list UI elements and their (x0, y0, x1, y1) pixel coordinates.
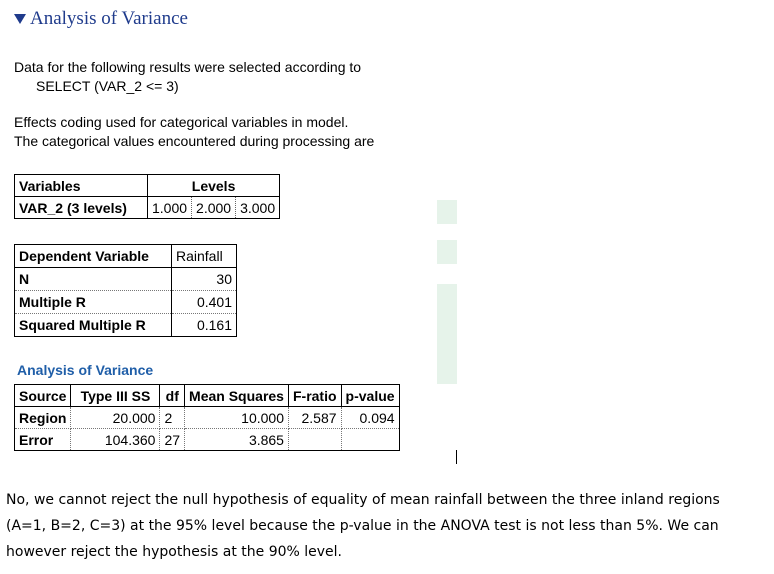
collapse-triangle-icon[interactable] (14, 14, 26, 24)
cell-f (288, 429, 341, 451)
selection-line-1: Data for the following results were selected according to (14, 59, 362, 75)
section-title: Analysis of Variance (30, 8, 188, 29)
table-row (15, 291, 237, 314)
row-label: Dependent Variable (15, 245, 172, 268)
cell-df: 27 (160, 429, 185, 451)
selection-line-2: SELECT (VAR_2 <= 3) (36, 78, 179, 94)
col-ss: Type III SS (71, 385, 160, 407)
cell-ss: 104.360 (71, 429, 160, 451)
col-p: p-value (341, 385, 399, 407)
cell-ms: 3.865 (185, 429, 289, 451)
table-row (15, 268, 237, 291)
row-value: Rainfall (172, 245, 237, 268)
coding-line-1: Effects coding used for categorical variables in model. (14, 114, 349, 130)
cell-df: 2 (160, 407, 185, 429)
levels-header-variables: Variables (15, 175, 148, 197)
row-label: Squared Multiple R (15, 314, 172, 337)
levels-header-levels: Levels (148, 175, 280, 197)
selection-note (14, 58, 361, 96)
table-row (15, 429, 400, 451)
anova-title: Analysis of Variance (17, 362, 154, 378)
cell-ss: 20.000 (71, 407, 160, 429)
conclusion-line-3: however reject the hypothesis at the 90% level. (6, 544, 342, 560)
row-label: Multiple R (15, 291, 172, 314)
table-row (15, 245, 237, 268)
levels-variable: VAR_2 (3 levels) (15, 197, 148, 219)
table-header-row (15, 385, 400, 407)
side-bar-block (437, 284, 457, 384)
cell-source: Region (15, 407, 71, 429)
cell-source: Error (15, 429, 71, 451)
cell-f: 2.587 (288, 407, 341, 429)
coding-line-2: The categorical values encountered during processing are (14, 133, 375, 149)
table-row (15, 314, 237, 337)
col-f: F-ratio (288, 385, 341, 407)
conclusion-line-1: No, we cannot reject the null hypothesis of equality of mean rainfall between the three inland regions (6, 492, 720, 508)
section-header[interactable] (14, 8, 188, 30)
col-ms: Mean Squares (185, 385, 289, 407)
conclusion-line-2: (A=1, B=2, C=3) at the 95% level because the p-value in the ANOVA test is not less than 5%. We can (6, 518, 719, 534)
level-value: 2.000 (192, 197, 236, 219)
row-label: N (15, 268, 172, 291)
coding-note (14, 113, 374, 151)
model-summary-table (14, 244, 237, 337)
col-df: df (160, 385, 185, 407)
level-value: 1.000 (148, 197, 192, 219)
side-bar-block (437, 200, 457, 224)
row-value: 0.161 (172, 314, 237, 337)
text-cursor (456, 450, 457, 464)
conclusion-text (6, 487, 768, 565)
cell-p (341, 429, 399, 451)
cell-ms: 10.000 (185, 407, 289, 429)
row-value: 0.401 (172, 291, 237, 314)
side-bar-block (437, 240, 457, 264)
anova-table (14, 384, 400, 451)
level-value: 3.000 (236, 197, 280, 219)
table-row (15, 407, 400, 429)
levels-table (14, 174, 280, 219)
row-value: 30 (172, 268, 237, 291)
cell-p: 0.094 (341, 407, 399, 429)
col-source: Source (15, 385, 71, 407)
